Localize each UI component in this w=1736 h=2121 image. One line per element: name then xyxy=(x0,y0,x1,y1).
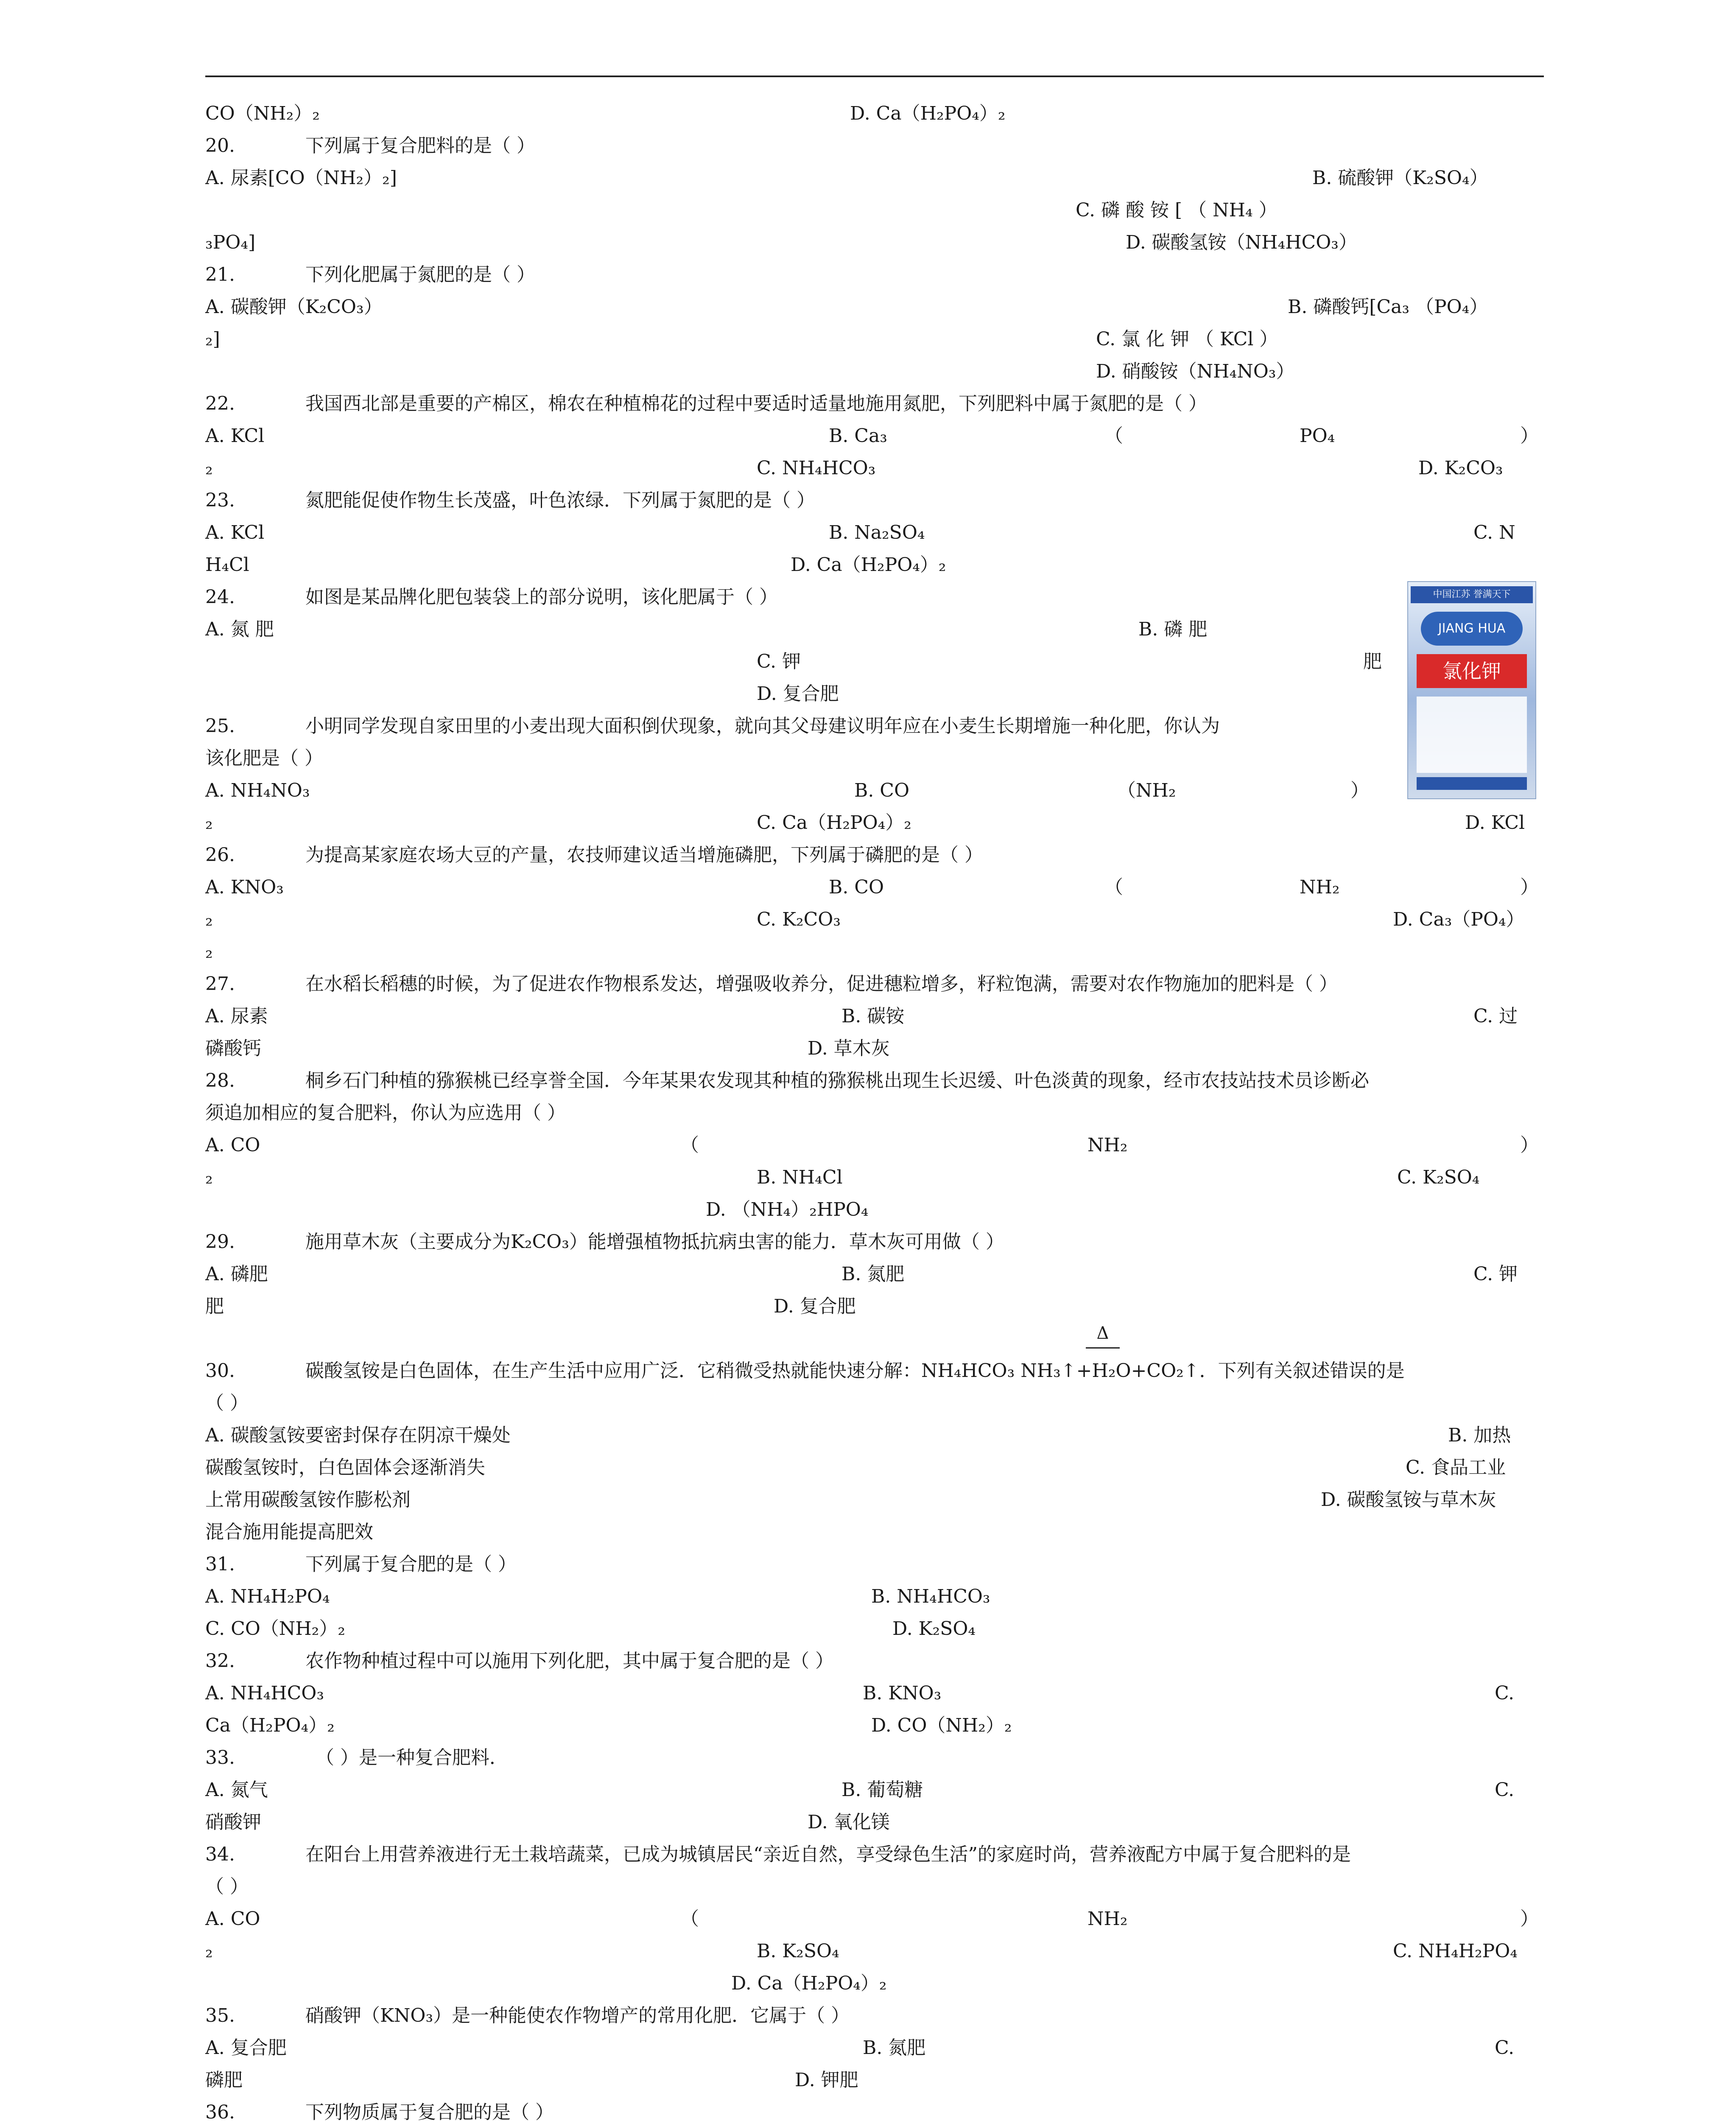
bag-spec-panel xyxy=(1417,697,1527,773)
text-segment: 农作物种植过程中可以施用下列化肥，其中属于复合肥的是（ ） xyxy=(305,1650,834,1672)
text-line xyxy=(205,1516,1544,1548)
text-line xyxy=(205,1419,1544,1452)
text-segment: 31. xyxy=(205,1553,235,1575)
text-line xyxy=(205,1838,1544,1871)
text-segment: C. N xyxy=(1473,522,1515,543)
text-line xyxy=(205,1000,1544,1033)
text-segment: ） xyxy=(1520,1134,1539,1156)
text-line xyxy=(205,2096,1544,2121)
text-segment: 35. xyxy=(205,2005,235,2026)
text-segment: C. 钾 xyxy=(757,651,801,672)
text-segment: C. 氯 化 钾 （ KCl ） xyxy=(1096,328,1278,350)
text-line xyxy=(205,1033,1544,1065)
text-segment: B. 加热 xyxy=(1448,1424,1511,1446)
text-segment: ₂ xyxy=(205,812,213,834)
text-line xyxy=(205,2032,1544,2064)
text-line xyxy=(205,839,1544,871)
text-line xyxy=(205,1806,1544,1838)
text-segment: A. 尿素[CO（NH₂）₂] xyxy=(205,167,397,189)
text-line xyxy=(205,678,1544,710)
text-segment: 26. xyxy=(205,844,235,866)
text-segment: （ ） xyxy=(205,1392,249,1414)
text-line xyxy=(205,1355,1544,1387)
text-line xyxy=(205,1871,1544,1903)
exam-page xyxy=(205,98,1544,2121)
text-segment: 25. xyxy=(205,715,235,737)
text-segment: 为提高某家庭农场大豆的产量，农技师建议适当增施磷肥，下列属于磷肥的是（ ） xyxy=(305,844,983,866)
text-line xyxy=(205,98,1544,130)
text-segment: （ xyxy=(680,1134,699,1156)
text-segment: 30. xyxy=(205,1360,235,1382)
text-segment: A. 磷肥 xyxy=(205,1263,268,1285)
text-line xyxy=(205,968,1544,1000)
text-line xyxy=(205,1581,1544,1613)
text-segment: CO（NH₂）₂ xyxy=(205,103,320,124)
text-segment: B. 磷酸钙[Ca₃ （PO₄） xyxy=(1288,296,1488,318)
text-segment: 桐乡石门种植的猕猴桃已经享誉全国．今年某果农发现其种植的猕猴桃出现生长迟缓、叶色淡黄的现象，经市农技站技术员诊断必 xyxy=(305,1070,1369,1091)
text-line xyxy=(205,1548,1544,1581)
text-segment: NH₂ xyxy=(1087,1908,1128,1930)
text-segment: 在阳台上用营养液进行无土栽培蔬菜，已成为城镇居民“亲近自然，享受绿色生活”的家庭时尚，营养液配方中属于复合肥料的是 xyxy=(305,1844,1351,1865)
text-segment: Ca（H₂PO₄）₂ xyxy=(205,1715,335,1736)
text-segment: A. NH₄NO₃ xyxy=(205,780,310,801)
text-line xyxy=(205,1290,1544,1323)
text-segment: B. NH₄HCO₃ xyxy=(871,1586,990,1607)
text-segment: 如图是某品牌化肥包装袋上的部分说明，该化肥属于（ ） xyxy=(305,586,778,608)
text-line xyxy=(205,807,1544,839)
text-segment: 28. xyxy=(205,1070,235,1091)
text-segment: A. NH₄HCO₃ xyxy=(205,1682,324,1704)
text-segment: B. 碳铵 xyxy=(841,1005,905,1027)
text-segment: 23. xyxy=(205,490,235,511)
text-segment: （ xyxy=(1104,876,1123,898)
text-segment: A. KCl xyxy=(205,425,265,447)
text-segment: ₂ xyxy=(205,909,213,930)
text-segment: C. 食品工业 xyxy=(1406,1457,1506,1478)
text-segment: D. Ca（H₂PO₄）₂ xyxy=(850,103,1006,124)
text-segment: 22. xyxy=(205,393,235,414)
text-segment: 硝酸钾 xyxy=(205,1811,261,1833)
text-segment: B. Na₂SO₄ xyxy=(829,522,925,543)
text-segment: C. K₂SO₄ xyxy=(1397,1167,1480,1188)
text-line xyxy=(205,1677,1544,1710)
text-line xyxy=(205,1065,1544,1097)
text-line xyxy=(205,420,1544,452)
text-line xyxy=(205,1258,1544,1290)
text-segment: A. 氮气 xyxy=(205,1779,268,1801)
text-segment: A. 碳酸氢铵要密封保存在阴凉干燥处 xyxy=(205,1424,511,1446)
text-line xyxy=(205,549,1544,581)
text-segment: 施用草木灰（主要成分为K₂CO₃）能增强植物抵抗病虫害的能力．草木灰可用做（ ） xyxy=(305,1231,1004,1253)
text-segment: A. KCl xyxy=(205,522,265,543)
text-segment: D. 钾肥 xyxy=(795,2069,858,2091)
text-segment: 我国西北部是重要的产棉区，棉农在种植棉花的过程中要适时适量地施用氮肥，下列肥料中属于氮肥的是（ ） xyxy=(305,393,1207,414)
text-line xyxy=(205,1387,1544,1419)
text-segment: D. 复合肥 xyxy=(757,683,839,705)
header-rule xyxy=(205,76,1544,77)
text-segment: 32. xyxy=(205,1650,235,1672)
text-line xyxy=(205,484,1544,517)
text-line xyxy=(205,1097,1544,1129)
text-segment: C. 钾 xyxy=(1473,1263,1518,1285)
text-segment: 下列物质属于复合肥的是（ ） xyxy=(305,2101,554,2121)
text-segment: 33. xyxy=(205,1747,235,1768)
text-segment: D. Ca（H₂PO₄）₂ xyxy=(791,554,946,576)
text-segment: A. CO xyxy=(205,1908,260,1930)
text-segment: 27. xyxy=(205,973,235,995)
text-segment: 36. xyxy=(205,2101,235,2121)
text-line xyxy=(205,130,1544,162)
text-segment: B. CO xyxy=(854,780,910,801)
text-line xyxy=(205,1129,1544,1161)
text-segment: ₂ xyxy=(205,941,213,963)
text-segment: B. K₂SO₄ xyxy=(757,1940,839,1962)
text-line xyxy=(205,1645,1544,1677)
text-segment: ） xyxy=(1520,1908,1539,1930)
text-segment: 肥 xyxy=(1363,651,1382,672)
text-segment: D. K₂CO₃ xyxy=(1418,457,1503,479)
text-line xyxy=(205,1710,1544,1742)
text-segment: 下列属于复合肥料的是（ ） xyxy=(305,135,535,157)
text-segment: A. 碳酸钾（K₂CO₃） xyxy=(205,296,383,318)
text-segment: 氮肥能促使作物生长茂盛，叶色浓绿．下列属于氮肥的是（ ） xyxy=(305,490,815,511)
text-segment: ） xyxy=(1520,876,1539,898)
text-segment: B. 硫酸钾（K₂SO₄） xyxy=(1312,167,1488,189)
text-segment: D. Ca₃（PO₄） xyxy=(1393,909,1525,930)
text-segment: （ ）是一种复合肥料． xyxy=(316,1747,508,1768)
text-segment: 上常用碳酸氢铵作膨松剂 xyxy=(205,1489,411,1511)
bag-slogan: 中国江苏 誉满天下 xyxy=(1411,586,1533,603)
text-segment: D. 复合肥 xyxy=(774,1296,856,1317)
text-line xyxy=(205,162,1544,194)
text-segment: （NH₂ xyxy=(1117,780,1176,801)
text-segment: 碳酸氢铵是白色固体，在生产生活中应用广泛．它稍微受热就能快速分解：NH₄HCO₃ NH₃↑+H₂O+CO₂↑．下列有关叙述错误的是 xyxy=(305,1360,1405,1382)
text-line xyxy=(205,613,1544,646)
text-line xyxy=(205,1903,1544,1935)
text-line xyxy=(205,2064,1544,2096)
text-line xyxy=(205,1967,1544,2000)
text-segment: A. NH₄H₂PO₄ xyxy=(205,1586,330,1607)
text-line xyxy=(205,323,1544,355)
text-line xyxy=(205,259,1544,291)
text-segment: A. KNO₃ xyxy=(205,876,284,898)
text-line xyxy=(205,1161,1544,1194)
text-line xyxy=(205,1742,1544,1774)
text-line xyxy=(205,1194,1544,1226)
text-segment: B. 磷 肥 xyxy=(1138,618,1208,640)
text-segment: NH₂ xyxy=(1300,876,1340,898)
text-segment: D. Ca（H₂PO₄）₂ xyxy=(731,1973,887,1994)
text-segment: A. 复合肥 xyxy=(205,2037,287,2059)
text-segment: D. K₂SO₄ xyxy=(892,1618,976,1640)
text-segment: C. NH₄HCO₃ xyxy=(757,457,876,479)
text-segment: 小明同学发现自家田里的小麦出现大面积倒伏现象，就向其父母建议明年应在小麦生长期增施一种化肥，你认为 xyxy=(305,715,1220,737)
text-segment: C. 磷 酸 铵 [ （ NH₄ ） xyxy=(1076,199,1278,221)
text-segment: D. 碳酸氢铵（NH₄HCO₃） xyxy=(1126,232,1357,253)
text-segment: C. K₂CO₃ xyxy=(757,909,841,930)
text-line xyxy=(205,2000,1544,2032)
text-segment: ₂ xyxy=(205,1167,213,1188)
text-segment: 在水稻长稻穗的时候，为了促进农作物根系发达，增强吸收养分，促进穗粒增多，籽粒饱满，需要对农作物施加的肥料是（ ） xyxy=(305,973,1338,995)
text-segment: D. CO（NH₂）₂ xyxy=(871,1715,1012,1736)
text-segment: C. xyxy=(1495,1682,1515,1704)
text-segment: D. 氧化镁 xyxy=(808,1811,890,1833)
text-segment: A. 氮 肥 xyxy=(205,618,274,640)
bag-product-name: 氯化钾 xyxy=(1417,654,1527,688)
text-segment: 21. xyxy=(205,264,235,285)
text-line xyxy=(205,1323,1544,1355)
text-line xyxy=(205,646,1544,678)
text-line xyxy=(205,1452,1544,1484)
text-segment: （ ） xyxy=(205,1876,249,1897)
text-segment: PO₄ xyxy=(1300,425,1335,447)
text-segment: C. xyxy=(1495,2037,1515,2059)
text-segment: C. CO（NH₂）₂ xyxy=(205,1618,345,1640)
text-segment: 碳酸氢铵时，白色固体会逐渐消失 xyxy=(205,1457,485,1478)
text-segment: ） xyxy=(1350,780,1369,801)
text-segment: 29. xyxy=(205,1231,235,1253)
text-segment: （ xyxy=(1104,425,1123,447)
text-segment: ₂ xyxy=(205,1940,213,1962)
text-line xyxy=(205,710,1544,742)
text-line xyxy=(205,936,1544,968)
text-segment: 下列化肥属于氮肥的是（ ） xyxy=(305,264,535,285)
text-segment: 24. xyxy=(205,586,235,608)
text-segment: B. Ca₃ xyxy=(829,425,887,447)
text-segment: B. 氮肥 xyxy=(841,1263,905,1285)
text-segment: 硝酸钾（KNO₃）是一种能使农作物增产的常用化肥．它属于（ ） xyxy=(305,2005,850,2026)
text-segment: ₂ xyxy=(205,457,213,479)
text-segment: ₃PO₄] xyxy=(205,232,256,253)
text-segment: A. CO xyxy=(205,1134,260,1156)
text-segment: D. KCl xyxy=(1465,812,1525,834)
text-segment: ₂] xyxy=(205,328,220,350)
text-segment: C. Ca（H₂PO₄）₂ xyxy=(757,812,911,834)
text-segment: 磷酸钙 xyxy=(205,1038,261,1059)
text-segment: D. 草木灰 xyxy=(808,1038,890,1059)
fertilizer-bag-image xyxy=(1407,581,1536,799)
text-line xyxy=(205,388,1544,420)
text-segment: B. CO xyxy=(829,876,884,898)
text-line xyxy=(205,581,1544,613)
text-line xyxy=(205,227,1544,259)
text-segment: D. 硝酸铵（NH₄NO₃） xyxy=(1096,361,1295,382)
text-segment: H₄Cl xyxy=(205,554,249,576)
text-segment: 混合施用能提高肥效 xyxy=(205,1521,373,1543)
text-segment: C. 过 xyxy=(1473,1005,1518,1027)
text-line xyxy=(205,452,1544,484)
text-segment: 该化肥是（ ） xyxy=(205,747,323,769)
text-line xyxy=(205,194,1544,227)
text-segment: C. NH₄H₂PO₄ xyxy=(1393,1940,1518,1962)
bag-footer-bar xyxy=(1417,777,1527,790)
text-segment: B. KNO₃ xyxy=(863,1682,942,1704)
text-segment: B. 葡萄糖 xyxy=(841,1779,923,1801)
text-segment: D. （NH₄）₂HPO₄ xyxy=(706,1199,869,1220)
text-segment: B. NH₄Cl xyxy=(757,1167,843,1188)
text-line xyxy=(205,291,1544,323)
text-line xyxy=(205,775,1544,807)
text-segment: C. xyxy=(1495,1779,1515,1801)
text-line xyxy=(205,871,1544,904)
text-line xyxy=(205,1484,1544,1516)
text-line xyxy=(205,517,1544,549)
text-line xyxy=(205,1774,1544,1806)
text-line xyxy=(205,742,1544,775)
text-segment: B. 氮肥 xyxy=(863,2037,926,2059)
text-segment: （ xyxy=(680,1908,699,1930)
text-segment: D. 碳酸氢铵与草木灰 xyxy=(1321,1489,1496,1511)
text-line xyxy=(205,1935,1544,1967)
text-segment: 34. xyxy=(205,1844,235,1865)
bag-logo: JIANG HUA xyxy=(1421,612,1523,646)
text-line xyxy=(205,1226,1544,1258)
text-segment: A. 尿素 xyxy=(205,1005,268,1027)
text-line xyxy=(205,355,1544,388)
text-segment: 肥 xyxy=(205,1296,224,1317)
text-segment: 20. xyxy=(205,135,235,157)
text-segment: 须追加相应的复合肥料，你认为应选用（ ） xyxy=(205,1102,566,1124)
text-segment: ） xyxy=(1520,425,1539,447)
heat-symbol: Δ xyxy=(1086,1324,1120,1349)
text-segment: NH₂ xyxy=(1087,1134,1128,1156)
text-line xyxy=(205,1613,1544,1645)
text-segment: 下列属于复合肥的是（ ） xyxy=(305,1553,517,1575)
text-segment: 磷肥 xyxy=(205,2069,243,2091)
text-line xyxy=(205,904,1544,936)
